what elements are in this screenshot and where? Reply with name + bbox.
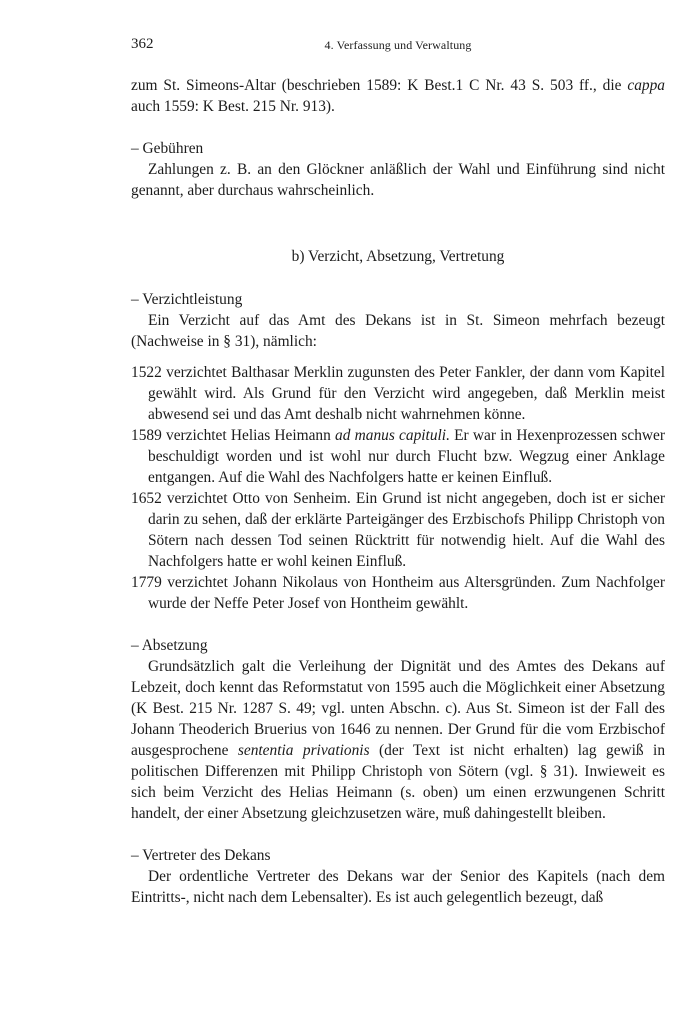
latin-term: ad manus capituli. <box>335 427 450 444</box>
list-item: 1589 verzichtet Helias Heimann ad manus capituli. Er war in Hexenprozessen schwer beschuldigt worden und ist wohl nur durch Flucht bzw. Wegzug einer Anklage entgangen. Auf die Wahl des Nachfolgers hatte er keinen Einfluß. <box>131 427 665 486</box>
vertreter-text: Der ordentliche Vertreter des Dekans war der Senior des Kapitels (nach dem Eintritts-, nicht nach dem Lebensalter). Es ist auch gelegentlich bezeugt, daß <box>131 868 665 906</box>
subheading-vertreter: – Vertreter des Dekans <box>131 847 271 864</box>
verzicht-text: Ein Verzicht auf das Amt des Dekans ist in St. Simeon mehrfach bezeugt (Nachweise in § 31), nämlich: <box>131 312 665 350</box>
subheading-gebuehren: – Gebühren <box>131 140 204 157</box>
latin-term: sententia privationis <box>237 742 370 759</box>
page-number: 362 <box>131 36 154 52</box>
verzicht-block <box>131 289 665 614</box>
chapter-title: 4. Verfassung und Verwaltung <box>324 38 472 52</box>
absetzung-text: Grundsätzlich galt die Verleihung der Dignität und des Amtes des Dekans auf Lebzeit, doch kennt das Reformstatut von 1595 auch die Möglichkeit einer Absetzung (K Best. 215 Nr. 1287 S. 49; vgl. unten Abschn. c). Aus St. Simeon ist der Fall des Johann Theoderich Bruerius von 1646 zu nennen. Der Grund für die vom Erzbischof ausgesprochene sententia privationis (der Text ist nicht erhalten) lag gewiß in politischen Differenzen mit Philipp Christoph von Sötern (vgl. § 31). Inwieweit es sich beim Verzicht des Helias Heimann (s. oben) um einen erzwungenen Schritt handelt, der einer Absetzung gleichzusetzen wäre, muß dahingestellt bleiben. <box>131 658 666 822</box>
latin-term: cappa <box>627 77 665 94</box>
subheading-verzicht: – Verzichtleistung <box>131 291 243 308</box>
list-item: 1779 verzichtet Johann Nikolaus von Hontheim aus Altersgründen. Zum Nachfolger wurde der Neffe Peter Josef von Hontheim gewählt. <box>131 574 665 612</box>
gebuehren-text: Zahlungen z. B. an den Glöckner anläßlich der Wahl und Einführung sind nicht genannt, aber durchaus wahrscheinlich. <box>131 161 665 199</box>
intro-paragraph: zum St. Simeons-Altar (beschrieben 1589: K Best.1 C Nr. 43 S. 503 ff., die cappa auch 1559: K Best. 215 Nr. 913). <box>131 77 665 115</box>
page-body <box>131 36 665 908</box>
running-head <box>131 36 665 58</box>
list-item: 1522 verzichtet Balthasar Merklin zugunsten des Peter Fankler, der dann vom Kapitel gewählt wird. Als Grund für den Verzicht wird angegeben, daß Merklin meist abwesend sei und das Amt deshalb nicht wahrnehmen könne. <box>131 364 665 423</box>
vertreter-block <box>131 845 665 908</box>
subheading-absetzung: – Absetzung <box>131 637 208 654</box>
absetzung-block <box>131 635 665 824</box>
gebuehren-block <box>131 138 665 201</box>
verzicht-entries <box>131 362 665 614</box>
section-heading-b: b) Verzicht, Absetzung, Vertretung <box>291 248 505 265</box>
list-item: 1652 verzichtet Otto von Senheim. Ein Grund ist nicht angegeben, doch ist er sicher darin zu sehen, daß der erklärte Parteigänger des Erzbischofs Philipp Christoph von Sötern nach dessen Tod seinen Rücktritt für notwendig hielt. Auf die Wahl des Nachfolgers hatte er wohl keinen Einfluß. <box>131 490 665 570</box>
